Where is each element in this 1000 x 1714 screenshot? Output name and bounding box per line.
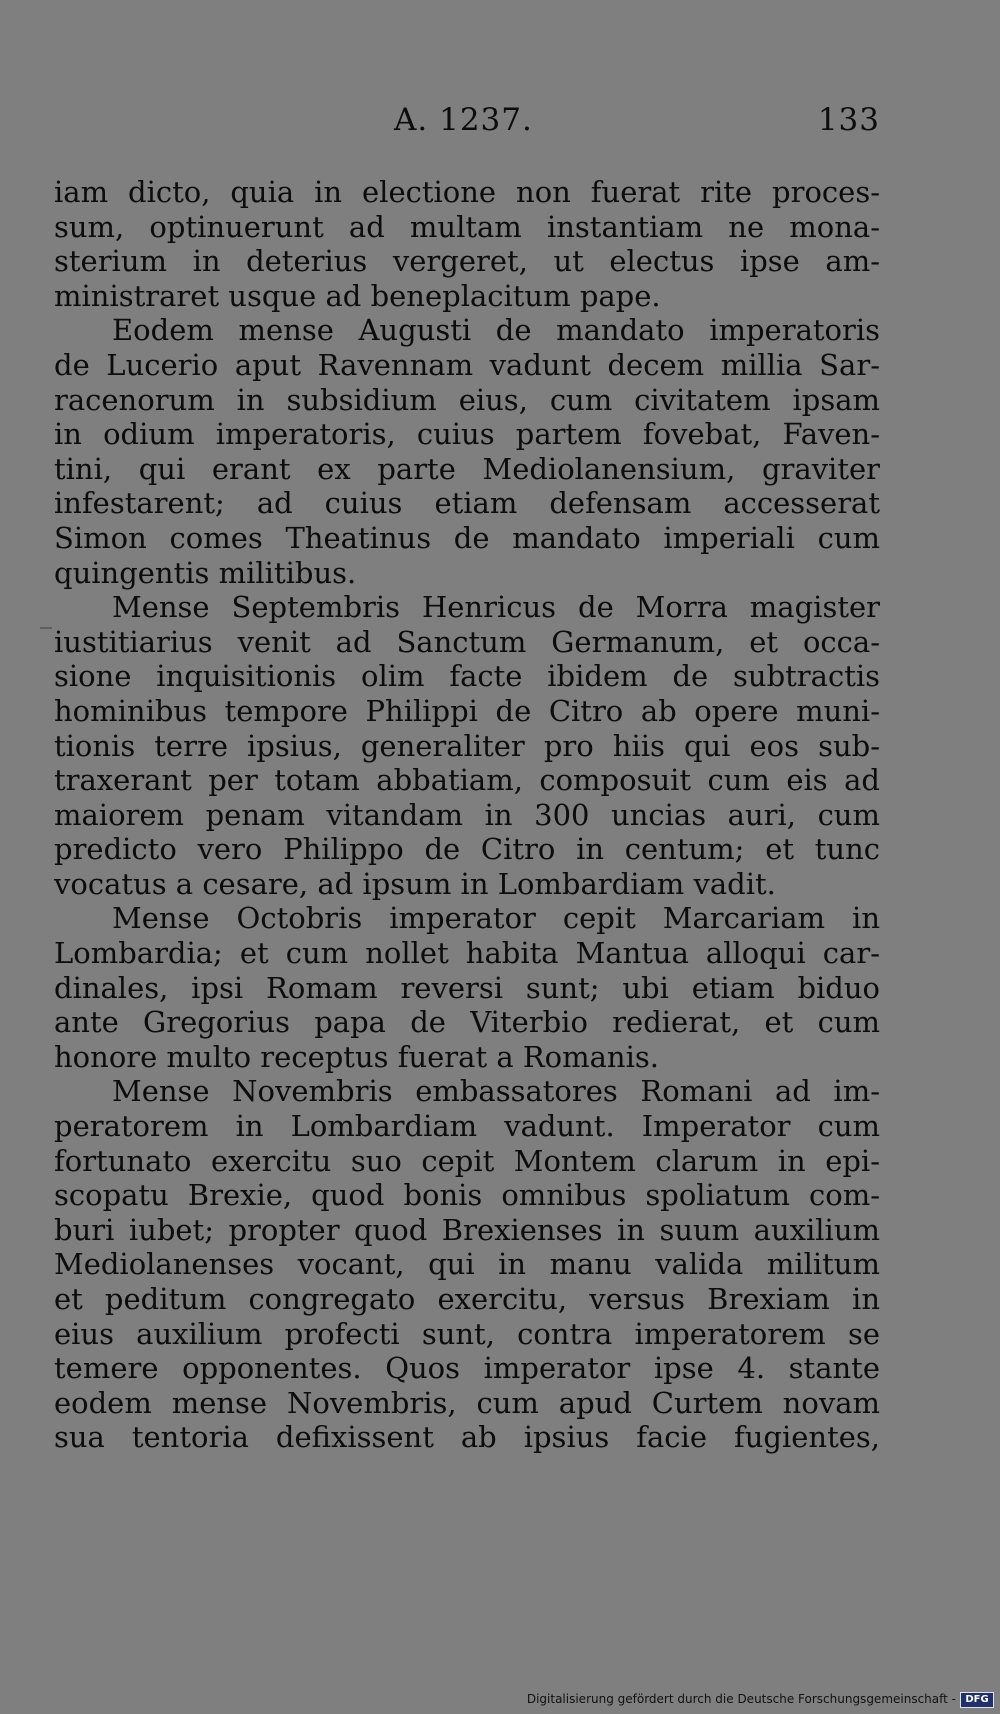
text-line: honore multo receptus fuerat a Romanis. <box>54 1039 659 1074</box>
text-line: buri iubet; propter quod Brexienses in suum auxilium <box>54 1212 880 1247</box>
text-line: scopatu Brexie, quod bonis omnibus spoliatum com- <box>54 1178 880 1213</box>
dfg-logo <box>960 1692 994 1708</box>
text-line: hominibus tempore Philippi de Citro ab opere muni- <box>54 693 880 728</box>
text-line: racenorum in subsidium eius, cum civitatem ipsam <box>54 382 880 417</box>
digitization-credit: Digitalisierung gefördert durch die Deutsche Forschungsgemeinschaft - <box>526 1692 956 1706</box>
text-line: fortunato exercitu suo cepit Montem clarum in epi- <box>54 1143 880 1178</box>
text-line: sterium in deterius vergeret, ut electus ipse am- <box>54 244 880 279</box>
text-line: infestarent; ad cuius etiam defensam accesserat <box>54 486 880 521</box>
text-line: Mense Septembris Henricus de Morra magister <box>112 590 880 625</box>
text-line: Eodem mense Augusti de mandato imperatoris <box>112 313 880 348</box>
text-line: traxerant per totam abbatiam, composuit cum eis ad <box>54 763 880 798</box>
text-line: Mense Octobris imperator cepit Marcariam in <box>112 901 880 936</box>
text-line: de Lucerio aput Ravennam vadunt decem millia Sar- <box>54 347 880 382</box>
text-line: tini, qui erant ex parte Mediolanensium, graviter <box>54 451 880 486</box>
text-line: sua tentoria defixissent ab ipsius facie fugientes, <box>54 1420 880 1455</box>
text-line: sum, optinuerunt ad multam instantiam ne mona- <box>54 209 880 244</box>
running-head <box>54 102 880 146</box>
text-line: maiorem penam vitandam in 300 uncias auri, cum <box>54 797 880 832</box>
text-line: Mense Novembris embassatores Romani ad im- <box>112 1074 880 1109</box>
footer <box>0 1688 1000 1714</box>
body-text <box>54 175 880 1455</box>
text-line: vocatus a cesare, ad ipsum in Lombardiam vadit. <box>54 866 776 901</box>
page-number: 133 <box>817 102 880 138</box>
text-line: Lombardia; et cum nollet habita Mantua alloqui car- <box>54 936 880 971</box>
text-line: eius auxilium profecti sunt, contra imperatorem se <box>54 1316 880 1351</box>
text-line: predicto vero Philippo de Citro in centum; et tunc <box>54 832 880 867</box>
text-line: in odium imperatoris, cuius partem fovebat, Faven- <box>54 417 880 452</box>
running-title: A. 1237. <box>394 102 533 138</box>
text-line: ante Gregorius papa de Viterbio redierat, et cum <box>54 1005 880 1040</box>
dfg-logo-text: DFG <box>965 1694 989 1705</box>
text-line: tionis terre ipsius, generaliter pro hiis qui eos sub- <box>54 728 880 763</box>
text-line: iam dicto, quia in electione non fuerat rite proces- <box>54 175 880 209</box>
text-line: sione inquisitionis olim facte ibidem de subtractis <box>54 659 880 694</box>
text-line: iustitiarius venit ad Sanctum Germanum, et occa- <box>54 624 880 659</box>
margin-mark <box>40 627 52 629</box>
text-line: temere opponentes. Quos imperator ipse 4. stante <box>54 1351 880 1386</box>
text-line: peratorem in Lombardiam vadunt. Imperator cum <box>54 1109 880 1144</box>
text-line: quingentis militibus. <box>54 555 357 590</box>
text-line: ministraret usque ad beneplacitum pape. <box>54 278 661 313</box>
text-line: dinales, ipsi Romam reversi sunt; ubi etiam biduo <box>54 970 880 1005</box>
text-line: Simon comes Theatinus de mandato imperiali cum <box>54 520 880 555</box>
text-line: et peditum congregato exercitu, versus Brexiam in <box>54 1282 880 1316</box>
text-line: eodem mense Novembris, cum apud Curtem novam <box>54 1385 880 1420</box>
text-line: Mediolanenses vocant, qui in manu valida militum <box>54 1247 880 1282</box>
